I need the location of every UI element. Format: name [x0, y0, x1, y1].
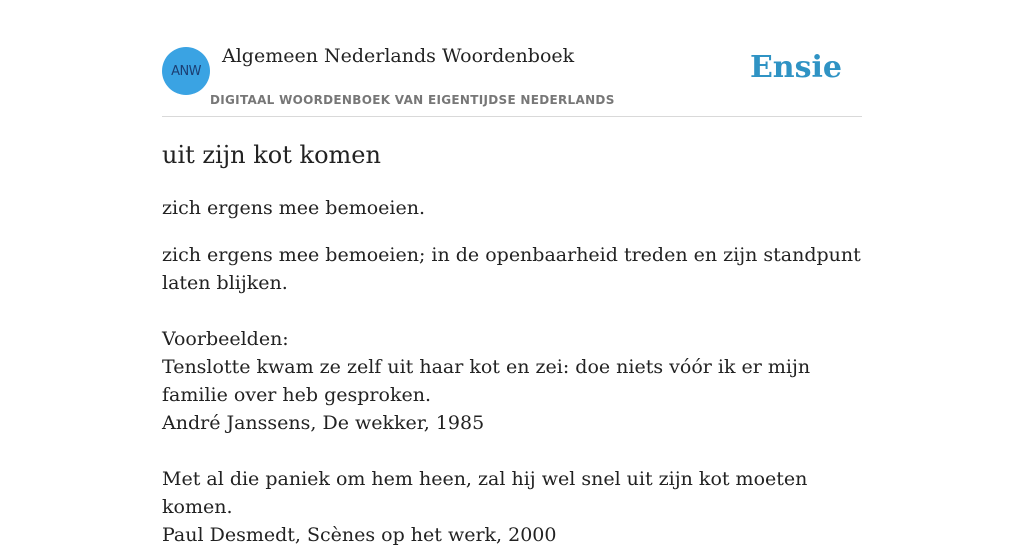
logo-text: ANW — [171, 63, 201, 79]
source-title[interactable]: Algemeen Nederlands Woordenboek — [222, 45, 575, 67]
header — [162, 0, 862, 117]
long-definition-block — [162, 241, 862, 549]
example-quote: Met al die paniek om hem heen, zal hij wel snel uit zijn kot moeten komen. — [162, 468, 808, 518]
short-definition: zich ergens mee bemoeien. — [162, 197, 426, 219]
example-source: André Janssens, De wekker, 1985 — [162, 412, 485, 434]
ensie-logo-link[interactable]: Ensie — [749, 50, 842, 85]
source-subtitle: DIGITAAL WOORDENBOEK VAN EIGENTIJDSE NEDERLANDS — [210, 93, 615, 107]
example-quote: Tenslotte kwam ze zelf uit haar kot en zei: doe niets vóór ik er mijn familie over heb gesproken. — [162, 356, 811, 406]
anw-logo[interactable] — [162, 47, 210, 95]
entry-term: uit zijn kot komen — [162, 141, 381, 169]
examples-heading: Voorbeelden: — [162, 328, 289, 350]
example-source: Paul Desmedt, Scènes op het werk, 2000 — [162, 524, 557, 546]
entry-content — [162, 116, 862, 549]
long-definition: zich ergens mee bemoeien; in de openbaarheid treden en zijn standpunt laten blijken. — [162, 244, 861, 294]
